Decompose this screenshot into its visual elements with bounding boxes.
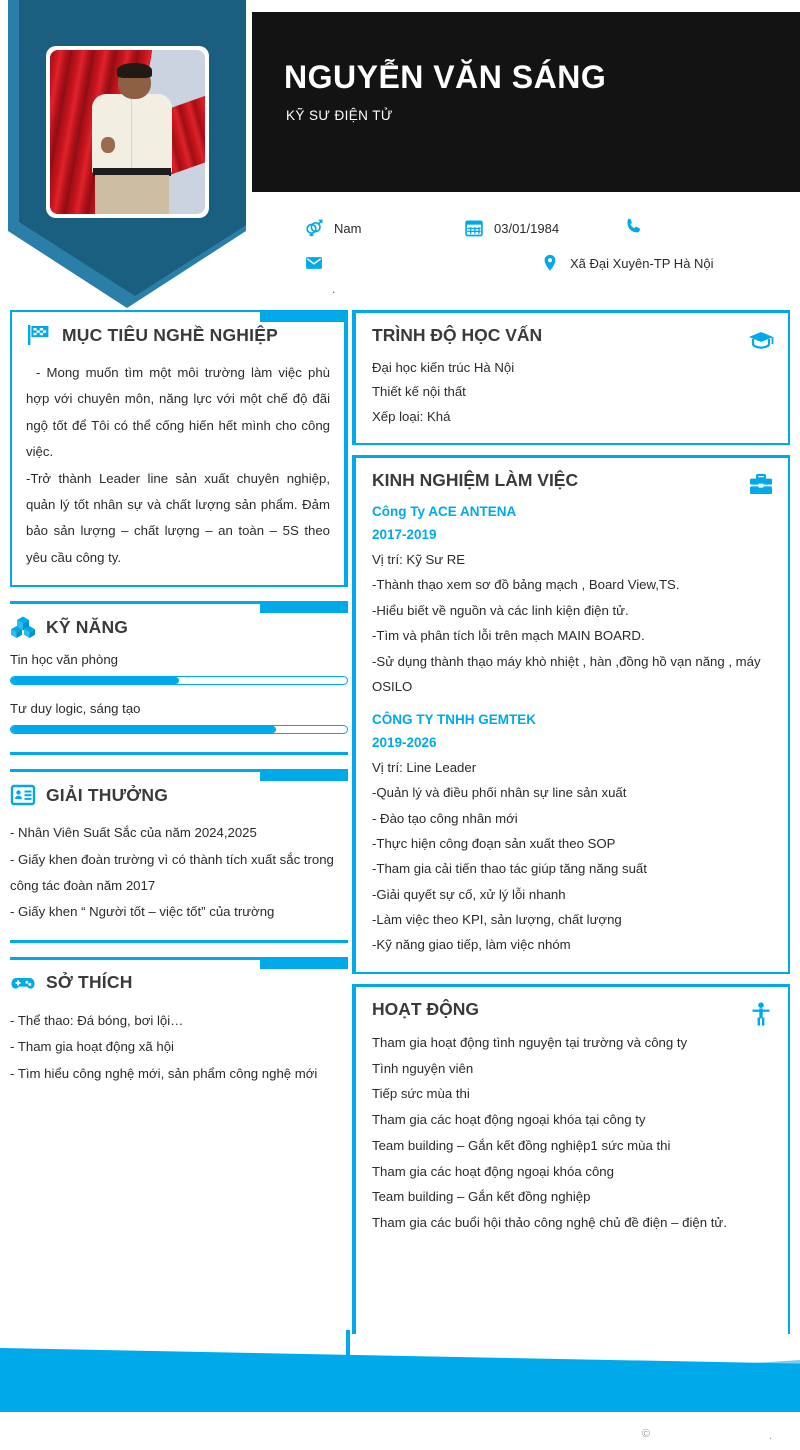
game-controller-icon: [10, 970, 36, 996]
avatar: [46, 46, 209, 218]
activities-list: [372, 1030, 774, 1236]
awards-title: GIẢI THƯỞNG: [46, 784, 169, 805]
objective-header: [26, 322, 330, 348]
objective-paragraph: -Trở thành Leader line sản xuất chuyên nghiệp, quản lý tốt nhân sự và chất lượng sản phẩm. Đảm bảo sản lượng – chất lượng – an toàn – 5S theo yêu cầu công ty.: [26, 470, 330, 565]
job-line: -Sử dụng thành thạo máy khò nhiệt , hàn ,đồng hồ vạn năng , máy OSILO: [372, 653, 761, 694]
activity-item: Tham gia các buổi hội thảo công nghệ chủ đề điện – điện tử.: [372, 1214, 727, 1230]
awards-body: [10, 820, 348, 926]
gender-icon: [304, 218, 324, 238]
activity-item: Tham gia các hoạt động ngoại khóa công: [372, 1163, 614, 1179]
job-line: -Thực hiện công đoạn sản xuất theo SOP: [372, 836, 616, 852]
skill-bar-fill: [11, 677, 179, 684]
contact-address: [540, 253, 714, 273]
hobby-item: - Tìm hiểu công nghệ mới, sản phẩm công nghệ mới: [10, 1065, 318, 1081]
photo-shirt: [92, 94, 173, 173]
phone-icon: [624, 216, 644, 236]
activity-item: Tiếp sức mùa thi: [372, 1086, 470, 1102]
objective-title: MỤC TIÊU NGHỀ NGHIỆP: [62, 324, 278, 345]
job-line: -Thành thạo xem sơ đồ bảng mạch , Board View,TS.: [372, 577, 680, 593]
skill-item: [10, 652, 348, 685]
flag-icon: [26, 322, 52, 348]
hobbies-header: [10, 970, 348, 996]
section-education: [352, 310, 790, 445]
skill-bar-track: [10, 725, 348, 734]
contact-email: [304, 253, 334, 273]
photo-shirt-placket: [131, 96, 133, 170]
activities-title: HOẠT ĐỘNG: [372, 998, 479, 1019]
job-title: KỸ SƯ ĐIỆN TỬ: [286, 108, 393, 123]
education-title: TRÌNH ĐỘ HỌC VẤN: [372, 325, 543, 345]
footer: [0, 1340, 800, 1450]
hobby-item: - Tham gia hoạt động xã hội: [10, 1039, 174, 1055]
cubes-icon: [10, 614, 36, 640]
header: [0, 0, 800, 300]
job-line: -Tìm và phân tích lỗi trên mạch MAIN BOARD.: [372, 628, 645, 644]
job-years: 2019-2026: [372, 735, 437, 751]
hobbies-body: [10, 1008, 348, 1087]
job-line: -Quản lý và điều phối nhân sự line sản xuất: [372, 785, 627, 801]
contact-gender: [304, 218, 361, 238]
activity-item: Team building – Gắn kết đồng nghiệp1 sức mùa thi: [372, 1137, 671, 1153]
education-item: Thiết kế nội thất: [372, 384, 466, 400]
job-years: 2017-2019: [372, 527, 437, 543]
job-line: -Hiểu biết về nguồn và các linh kiện điện tử.: [372, 602, 629, 618]
footer-wave-dark: [0, 1334, 800, 1412]
section-awards: [10, 769, 348, 943]
experience-header: [372, 470, 774, 501]
skill-item: [10, 701, 348, 734]
activity-item: Tình nguyện viên: [372, 1060, 474, 1076]
job-line: Vị trí: Kỹ Sư RE: [372, 552, 466, 568]
graduation-cap-icon: [748, 327, 774, 353]
skill-label: Tư duy logic, sáng tạo: [10, 701, 141, 717]
job-line: -Giải quyết sự cố, xử lý lỗi nhanh: [372, 886, 566, 902]
experience-job: [372, 501, 774, 699]
education-header: [372, 325, 774, 356]
job-line: -Kỹ năng giao tiếp, làm việc nhóm: [372, 937, 571, 953]
location-pin-icon: [540, 253, 560, 273]
award-item: - Nhân Viên Suất Sắc của năm 2024,2025: [10, 825, 257, 841]
section-skills: [10, 601, 348, 755]
photo-hand: [101, 137, 115, 153]
footer-dot: .: [768, 1430, 772, 1442]
education-list: [372, 356, 774, 429]
job-line: - Đào tạo công nhân mới: [372, 810, 518, 826]
awards-header: [10, 782, 348, 808]
skill-label: Tin học văn phòng: [10, 652, 119, 668]
contact-address-value: Xã Đại Xuyên-TP Hà Nội: [570, 255, 714, 271]
objective-body: [26, 360, 330, 571]
job-line: -Làm việc theo KPI, sản lượng, chất lượng: [372, 912, 622, 928]
photo-hair: [117, 63, 153, 78]
award-item: - Giấy khen “ Người tốt – việc tốt” của trường: [10, 904, 275, 920]
job-line: -Tham gia cải tiến thao tác giúp tăng năng suất: [372, 861, 647, 877]
page-title: NGUYỄN VĂN SÁNG: [284, 59, 607, 95]
contact-dob: [464, 218, 559, 238]
contact-gender-value: Nam: [334, 220, 362, 236]
activity-item: Team building – Gắn kết đồng nghiệp: [372, 1189, 591, 1205]
hobby-item: - Thể thao: Đá bóng, bơi lội…: [10, 1012, 184, 1028]
person-icon: [748, 1001, 774, 1027]
content-columns: [0, 300, 800, 1340]
section-activities: [352, 984, 790, 1334]
contact-dob-value: 03/01/1984: [494, 220, 560, 236]
award-item: - Giấy khen đoàn trường vì có thành tích xuất sắc trong công tác đoàn năm 2017: [10, 851, 334, 894]
email-icon: [304, 253, 324, 273]
photo-pants: [95, 175, 169, 214]
briefcase-icon: [748, 472, 774, 498]
activities-header: [372, 999, 774, 1030]
section-hobbies: [10, 957, 348, 1101]
skills-header: [10, 614, 348, 640]
calendar-icon: [464, 218, 484, 238]
contact-stray-mark: .: [332, 282, 336, 296]
activity-item: Tham gia hoạt động tình nguyện tại trường và công ty: [372, 1034, 688, 1050]
header-black-bar: [252, 12, 800, 192]
job-line: Vị trí: Line Leader: [372, 760, 477, 776]
certificate-icon: [10, 782, 36, 808]
job-company: Công Ty ACE ANTENA: [372, 504, 517, 520]
avatar-image: [50, 50, 205, 214]
education-item: Xếp loại: Khá: [372, 408, 451, 424]
activity-item: Tham gia các hoạt động ngoại khóa tại công ty: [372, 1112, 646, 1128]
objective-paragraph: - Mong muốn tìm một môi trường làm việc phù hợp với chuyên môn, năng lực với một chế độ đãi ngộ tốt để Tôi có thể cống hiến hết mình cho công việc.: [26, 365, 330, 460]
copyright-mark: ©: [641, 1428, 650, 1440]
skills-title: KỸ NĂNG: [46, 616, 129, 637]
education-item: Đại học kiến trúc Hà Nội: [372, 360, 515, 375]
skill-bar-track: [10, 676, 348, 685]
right-column: [352, 310, 790, 1344]
skill-bar-fill: [11, 726, 276, 733]
job-company: CÔNG TY TNHH GEMTEK: [372, 712, 537, 728]
hobbies-title: SỞ THÍCH: [46, 972, 133, 993]
contact-phone: [624, 216, 654, 236]
experience-job: [372, 709, 774, 958]
section-objective: [10, 310, 348, 587]
section-experience: [352, 455, 790, 974]
left-column: [10, 310, 348, 1101]
contact-row: [252, 198, 800, 300]
experience-title: KINH NGHIỆM LÀM VIỆC: [372, 470, 579, 491]
